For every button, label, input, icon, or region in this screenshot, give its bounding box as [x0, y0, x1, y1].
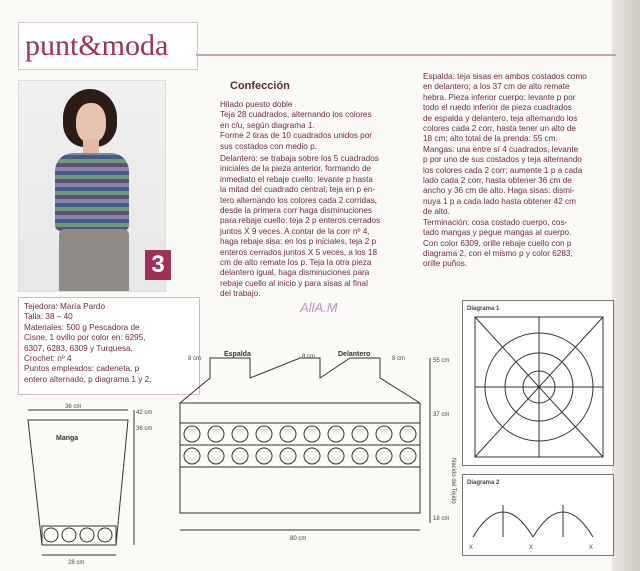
text-line: delantero igual, haga disminuciones para — [220, 268, 370, 278]
body-square — [328, 426, 344, 442]
width-label-3: 8 cm — [392, 356, 406, 362]
width-label-1: 8 cm — [188, 356, 202, 362]
text-line: Delantero: se trabaja sobre los 5 cuadrados — [220, 154, 379, 163]
body-square — [280, 448, 296, 464]
width-label-2: 8 cm — [302, 354, 316, 360]
body-square — [352, 448, 368, 464]
text-line: Terminación: cosa costado cuerpo, cos- — [423, 217, 568, 227]
text-line: rebaje cuello al inicio y para sisas al final — [220, 278, 368, 288]
text-line: todo el ruedo inferior de pieza cuadrados — [423, 103, 572, 113]
section-heading: Confección — [230, 80, 290, 92]
diagram1-title: Diagrama 1 — [467, 306, 500, 312]
body-square — [376, 448, 392, 464]
text-line: orille puños. — [423, 259, 468, 269]
text-line: nuya 1 p a cada lado hasta obtener 42 cm — [423, 196, 576, 206]
body-width: 80 cm — [290, 536, 307, 542]
text-line: enteros cerrados juntos X 5 veces, a los 18 — [220, 247, 378, 257]
right-column-text — [423, 72, 608, 270]
body-square — [400, 448, 416, 464]
sleeve-square — [44, 528, 58, 542]
text-line: los colores cada 2 corr; aumente 1 p a cada — [423, 165, 583, 175]
text-line: para rebaje cuello: teja 2 p enteros cerrados — [220, 216, 381, 226]
text-line: colores cada 2 corr, hasta tener un alto de — [423, 124, 576, 134]
sweater-shape — [55, 153, 129, 231]
text-line: cm de alto remate los p. Teja la otra pieza — [220, 258, 372, 268]
pattern-number-badge: 3 — [145, 250, 171, 280]
diagram2-mark: X — [469, 545, 474, 551]
diagram2-mark: X — [529, 545, 534, 551]
text-line: juntos X 9 veces. A contar de la corr nº 4, — [220, 226, 370, 236]
sleeve-diagram — [20, 400, 160, 566]
info-line: entero alternado, p diagrama 1 y 2. — [24, 374, 152, 384]
diagram1-chart — [463, 301, 613, 465]
body-square — [256, 426, 272, 442]
body-square — [376, 426, 392, 442]
text-line: diagrama 2, con el mismo p y color 6283, — [423, 248, 573, 258]
side-note: Nacido del Tejido — [450, 458, 456, 504]
body-square — [328, 448, 344, 464]
text-line: en delantero; a los 37 cm de alto remate — [423, 82, 570, 92]
body-square — [304, 448, 320, 464]
text-line: de espalda y delantero, teja alternando los — [423, 113, 578, 123]
espalda-label: Espalda — [224, 351, 251, 358]
text-line: tero alternando los colores cada 2 corridas, — [220, 195, 378, 205]
text-line: ancho y 36 cm de alto. Haga sisas: dismi- — [423, 186, 575, 196]
text-line: iniciales de la pieza anterior, formando de — [220, 164, 372, 174]
info-line: Puntos empleados: cadeneta, p — [24, 364, 140, 374]
sleeve-square — [62, 528, 76, 542]
header-rule — [196, 54, 616, 56]
text-line: del trabajo. — [220, 289, 261, 299]
body-square — [304, 426, 320, 442]
info-line: Talla: 38 – 40 — [24, 312, 73, 322]
body-square — [184, 426, 200, 442]
page-edge — [612, 0, 640, 571]
body-square — [232, 448, 248, 464]
body-diagram — [170, 348, 460, 568]
text-line: sus costados con medio p. — [220, 141, 317, 151]
info-line: 6307, 6283, 6309 y Turquesa. — [24, 343, 133, 353]
text-line: en c/u, según diagrama 1. — [220, 120, 315, 130]
body-square — [280, 426, 296, 442]
text-line: hebra. Pieza inferior cuerpo: levante p por — [423, 92, 576, 102]
text-line: 18 cm; alto total de la prenda: 55 cm. — [423, 134, 558, 144]
sleeve-square — [98, 528, 112, 542]
body-outline — [180, 403, 420, 513]
text-line: Hilado puesto doble — [220, 100, 293, 109]
model-face — [76, 103, 106, 143]
sleeve-h1: 42 cm — [136, 410, 153, 416]
intro-text — [220, 100, 420, 152]
delantero-label: Delantero — [338, 351, 371, 358]
delantero-text — [220, 154, 420, 300]
text-line: inmediato el rebaje cuello: levante p hasta — [220, 174, 373, 184]
body-square — [400, 426, 416, 442]
text-line: Mangas: una entre sí 4 cuadrados, levante — [423, 144, 579, 154]
sleeve-bottom-width: 28 cm — [68, 560, 85, 566]
brand-title: punt&moda — [25, 29, 169, 62]
text-line: haga rebaje sisa: en los p iniciales, teja 2 p — [220, 237, 377, 247]
diagram2-title: Diagrama 2 — [467, 480, 500, 486]
text-line: la mitad del cuadrado central; teja en p en- — [220, 185, 376, 195]
text-line: Teja 28 cuadrados, alternando los colores — [220, 110, 372, 120]
info-line: Tejedora: María Pardo — [24, 302, 106, 311]
diagram2-chart — [463, 475, 613, 555]
lower-height: 18 cm — [433, 516, 450, 522]
brand-logo — [18, 22, 198, 70]
text-line: Con color 6309, orille rebaje cuello con p — [423, 238, 572, 248]
body-square — [352, 426, 368, 442]
body-square — [184, 448, 200, 464]
model-photo — [18, 80, 166, 292]
text-line: Espalda: teja sisas en ambos costados como — [423, 72, 587, 81]
body-square — [208, 426, 224, 442]
total-height: 55 cm — [433, 358, 450, 364]
mid-height: 37 cm — [433, 412, 450, 418]
info-line: Materiales: 500 g Pescadora de — [24, 322, 140, 332]
body-square — [208, 448, 224, 464]
text-line: p por uno de sus costados y teja alternando — [423, 155, 582, 165]
text-line: desde la primera corr haga disminuciones — [220, 206, 373, 216]
sleeve-top-width: 36 cm — [65, 404, 82, 410]
diagram2-box — [462, 474, 614, 556]
body-square — [256, 448, 272, 464]
sleeve-square — [80, 528, 94, 542]
text-line: lado cada 2 corr, hasta obtener 36 cm de — [423, 176, 572, 186]
sleeve-h2: 36 cm — [136, 426, 153, 432]
pants-shape — [59, 229, 129, 291]
text-line: Forme 2 tiras de 10 cuadrados unidos por — [220, 131, 373, 141]
text-line: de alto. — [423, 207, 450, 217]
body-top-outline — [180, 358, 420, 403]
diagram1-box — [462, 300, 614, 466]
diagram2-mark: X — [589, 545, 594, 551]
text-line: tado mangas y pegue mangas al cuerpo. — [423, 228, 572, 238]
sleeve-title: Manga — [56, 435, 79, 442]
info-line: Cisne, 1 ovillo por color en: 6295, — [24, 333, 146, 343]
body-square — [232, 426, 248, 442]
watermark: AllA.M — [300, 300, 338, 315]
info-line: Crochet: nº 4 — [24, 354, 72, 364]
